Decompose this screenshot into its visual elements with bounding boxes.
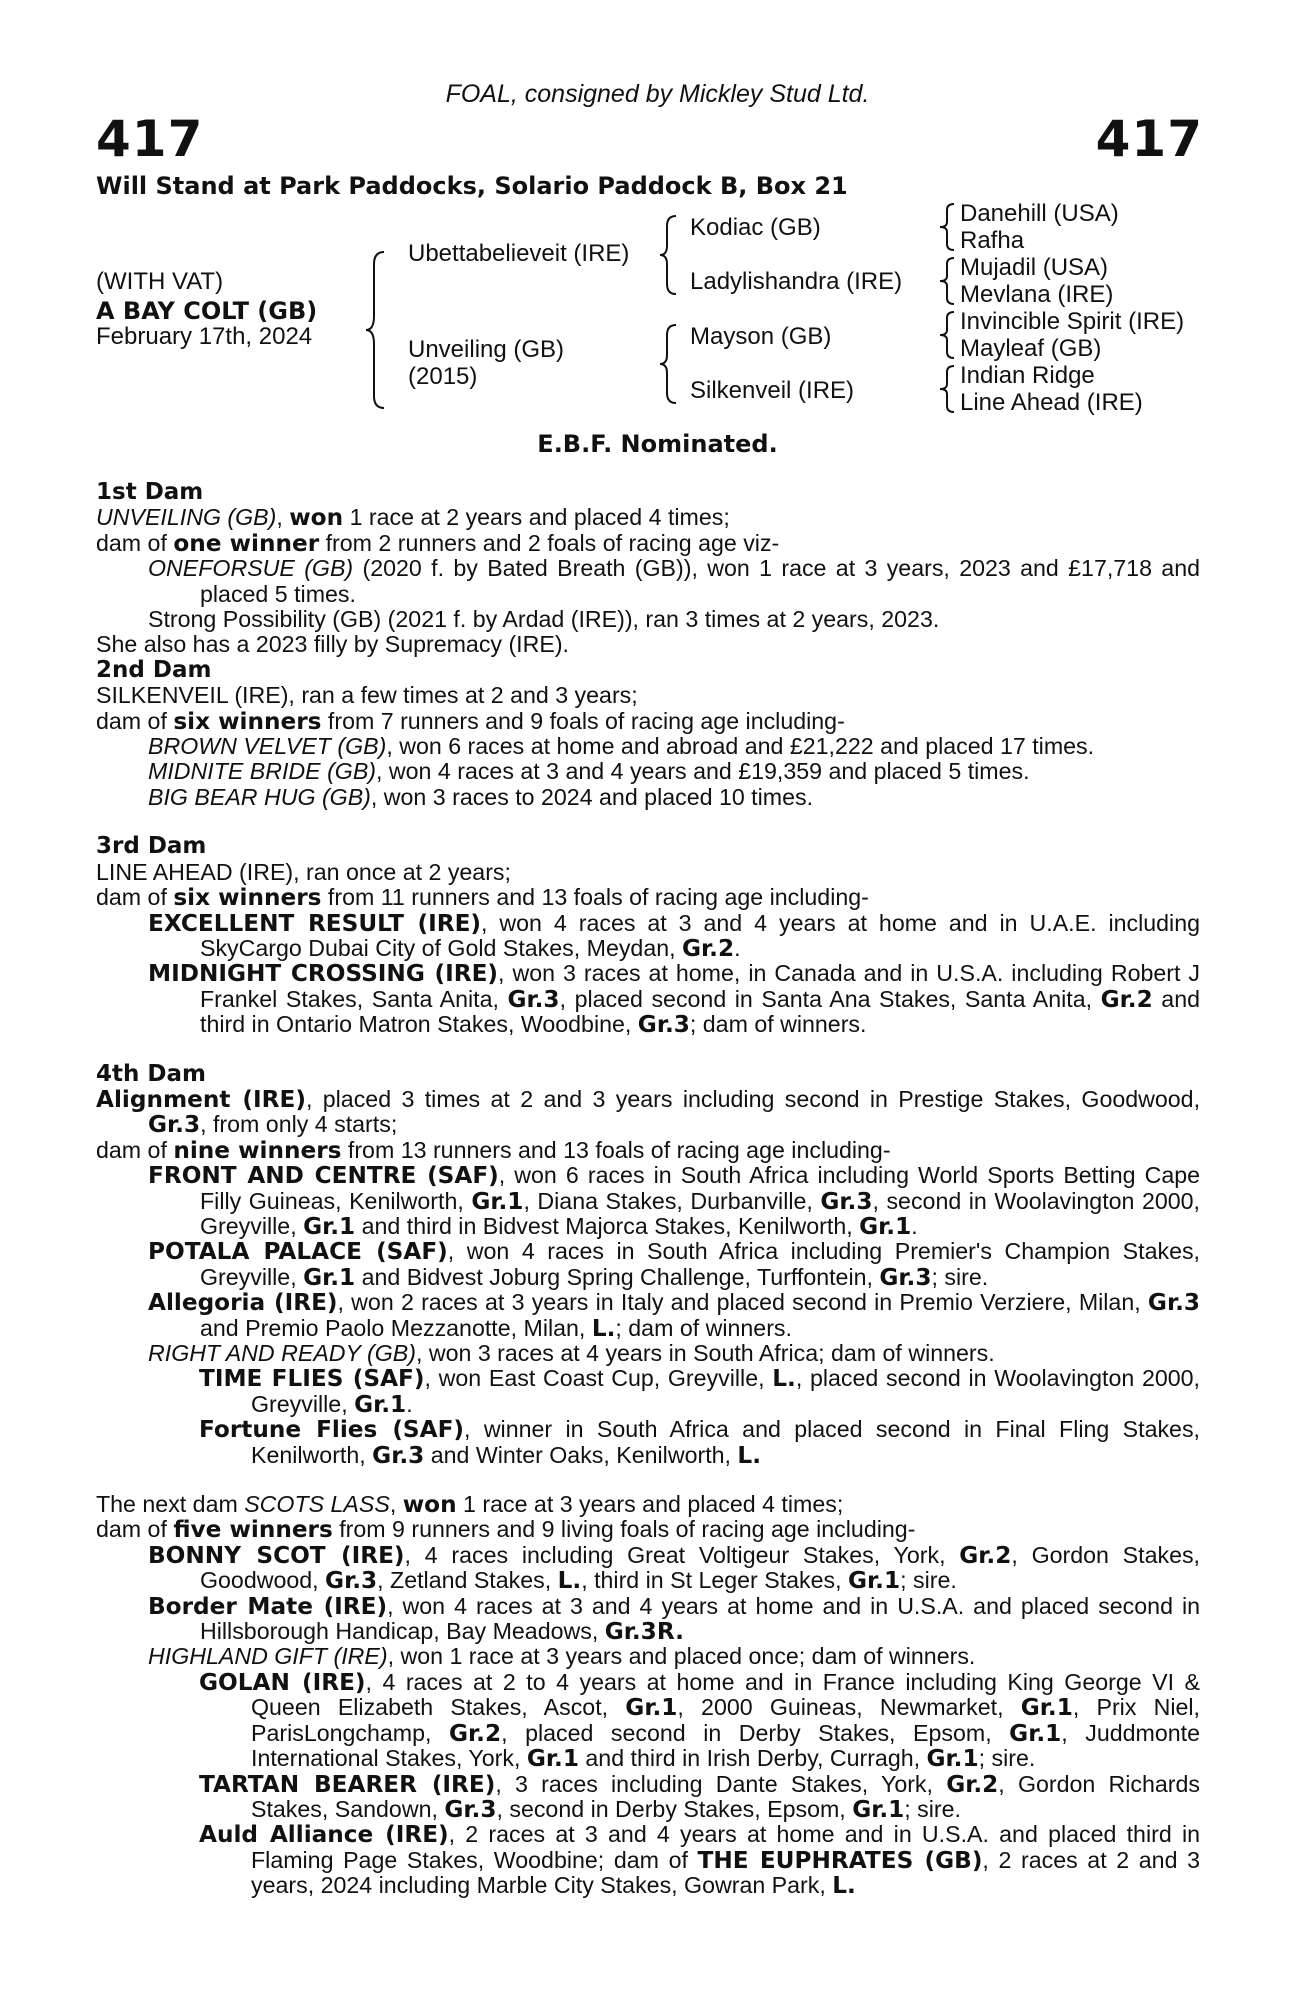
ebf-nominated: E.B.F. Nominated. [537, 430, 778, 458]
vat-note: (WITH VAT) [96, 268, 224, 295]
text-run: , Diana Stakes, Durbanville, [523, 1187, 821, 1214]
italic-run: UNVEILING (GB) [96, 504, 277, 531]
lot-number-right: 417 [1095, 110, 1203, 168]
produce-entry [96, 1239, 1200, 1290]
bold-run: Border Mate (IRE) [148, 1592, 388, 1620]
text-run: ; sire. [978, 1745, 1036, 1772]
bold-run: Gr.3 [820, 1187, 873, 1215]
next-dam-section [96, 1492, 1200, 1899]
bold-run: nine winners [173, 1136, 342, 1164]
grand-produce-entry [96, 1670, 1200, 1772]
text-run: , second in Derby Stakes, Epsom, [496, 1795, 853, 1822]
produce-entry [96, 556, 1200, 607]
text-run: , 3 races including Dante Stakes, York, [495, 1770, 947, 1797]
bold-run: Gr.1 [926, 1745, 979, 1773]
bold-run: Gr.3 [372, 1441, 425, 1469]
grand-produce-entry [96, 1417, 1200, 1468]
text-run: , won 3 races to 2024 and placed 10 times. [370, 783, 814, 810]
text-run: , 2000 Guineas, Newmarket, [677, 1694, 1021, 1721]
dam-sire: Mayson (GB) [690, 323, 832, 350]
bold-run: six winners [173, 884, 322, 912]
bold-run: L. [832, 1872, 856, 1900]
text-run: 1 race at 3 years and placed 4 times; [456, 1491, 844, 1518]
section-heading: 1st Dam [96, 479, 204, 505]
text-run: , Prix Niel, ParisLongchamp, [251, 1694, 1201, 1746]
bold-run: POTALA PALACE (SAF) [148, 1238, 448, 1266]
bold-run: won [402, 1491, 457, 1519]
text-run: from 7 runners and 9 foals of racing age including- [321, 707, 845, 734]
bold-run: Gr.2 [946, 1770, 999, 1798]
section-heading: 3rd Dam [96, 833, 207, 860]
bold-run: Gr.3 [444, 1795, 497, 1823]
bold-run: Gr.1 [859, 1212, 912, 1240]
text-run: ; sire. [931, 1263, 989, 1290]
text-run: , winner in South Africa and placed second in Final Fling Stakes, Kenilworth, [251, 1416, 1200, 1468]
dam-name: Unveiling (GB) [408, 336, 565, 363]
text-run: ; dam of winners. [615, 1314, 792, 1341]
produce-summary [96, 709, 1200, 734]
dam-line [96, 860, 1200, 885]
bold-run: Gr.2 [1100, 985, 1153, 1013]
bold-run: Gr.3 [637, 1011, 690, 1039]
produce-entry [96, 911, 1200, 962]
bold-run: Gr.3 [879, 1263, 932, 1291]
text-run: , Juddmonte International Stakes, York, [251, 1719, 1200, 1772]
produce-entry [96, 1543, 1200, 1594]
first-dam-section [96, 480, 1200, 658]
bold-run: Gr.3R. [604, 1618, 684, 1646]
bold-run: Allegoria (IRE) [148, 1289, 338, 1317]
bold-run: Gr.3 [148, 1111, 201, 1139]
text-run: , 2 races at 3 and 4 years at home and in U.S.A. and placed third in Flaming Page Stakes, Woodbine; dam of [251, 1821, 1200, 1873]
second-dam-section [96, 658, 1200, 810]
text-run: , won 2 races at 3 years in Italy and placed second in Premio Verziere, Milan, [337, 1289, 1148, 1316]
bold-run: Alignment (IRE) [96, 1085, 306, 1113]
text-run: from 13 runners and 13 foals of racing age including- [341, 1136, 891, 1163]
dam-line [96, 505, 1200, 530]
text-run: and third in Bidvest Majorca Stakes, Kenilworth, [355, 1212, 860, 1239]
text-run: ; dam of winners. [689, 1011, 867, 1038]
bold-run: Gr.1 [354, 1390, 407, 1418]
text-run: She also has a 2023 filly by Supremacy (IRE). [96, 631, 569, 658]
produce-entry [96, 759, 1200, 784]
bold-run: L. [737, 1441, 762, 1469]
sd-bracket [940, 256, 956, 306]
text-run: from 2 runners and 2 foals of racing age viz- [319, 529, 780, 556]
bold-run: six winners [173, 707, 322, 735]
text-run: , won 4 races at 3 and 4 years and £19,359 and placed 5 times. [376, 758, 1030, 785]
bold-run: Gr.1 [1009, 1719, 1062, 1747]
consignor-line: FOAL, consigned by Mickley Stud Ltd. [445, 80, 870, 108]
dam-dam: Silkenveil (IRE) [690, 377, 855, 404]
text-run: dam of [96, 1136, 174, 1163]
pedigree-notes [96, 480, 1200, 1899]
dd-dam: Line Ahead (IRE) [960, 389, 1143, 416]
dd-bracket [940, 364, 956, 414]
text-run: The next dam [96, 1491, 245, 1518]
bold-run: Gr.1 [303, 1263, 356, 1291]
text-run: , 4 races including Great Voltigeur Stakes, York, [404, 1541, 960, 1568]
text-run: and third in Ontario Matron Stakes, Woodbine, [200, 985, 1200, 1038]
bold-run: TIME FLIES (SAF) [199, 1365, 425, 1393]
bold-run: L. [557, 1567, 582, 1595]
text-run: , third in St Leger Stakes, [581, 1567, 848, 1594]
text-run: ; sire. [904, 1795, 961, 1822]
ds-sire: Invincible Spirit (IRE) [960, 308, 1185, 335]
text-run: dam of [96, 884, 174, 911]
text-run: , won 4 races at 3 and 4 years at home and in U.S.A. and placed second in Hillsborough Handicap, Bay Meadows, [200, 1592, 1200, 1645]
dam-note [96, 632, 1200, 657]
italic-run: ONEFORSUE (GB) [148, 555, 354, 582]
text-run: Strong Possibility (GB) (2021 f. by Ardad (IRE)), ran 3 times at 2 years, 2023. [148, 606, 940, 633]
bold-run: GOLAN (IRE) [199, 1668, 366, 1696]
foaling-date: February 17th, 2024 [96, 323, 313, 350]
text-run: , 4 races at 2 to 4 years at home and in France including King George VI & Queen Elizabeth Stakes, Ascot, [251, 1668, 1200, 1721]
text-run: and Premio Paolo Mezzanotte, Milan, [200, 1314, 592, 1341]
ss-dam: Rafha [960, 227, 1025, 254]
bold-run: Gr.1 [625, 1694, 678, 1722]
sd-dam: Mevlana (IRE) [960, 281, 1114, 308]
ds-dam: Mayleaf (GB) [960, 335, 1102, 362]
text-run: . [911, 1212, 918, 1239]
text-run: , won 3 races at 4 years in South Africa; dam of winners. [415, 1340, 995, 1366]
text-run: , won East Coast Cup, Greyville, [424, 1365, 773, 1392]
bold-run: Gr.1 [1020, 1694, 1073, 1722]
text-run: and Winter Oaks, Kenilworth, [424, 1441, 738, 1468]
dam-line [96, 683, 1200, 708]
lot-horse-name: A BAY COLT (GB) [96, 297, 318, 325]
text-run: (2020 f. by Bated Breath (GB)), won 1 race at 3 years, 2023 and £17,718 and placed 5 times. [200, 555, 1200, 607]
produce-summary [96, 1517, 1200, 1542]
text-run: from 11 runners and 13 foals of racing age including- [321, 884, 869, 911]
bold-run: Gr.3 [1147, 1289, 1201, 1317]
sire-name: Ubettabelieveit (IRE) [408, 240, 630, 267]
dd-sire: Indian Ridge [960, 362, 1095, 389]
text-run: . [406, 1390, 413, 1417]
produce-entry [96, 734, 1200, 759]
bold-run: BONNY SCOT (IRE) [148, 1541, 405, 1569]
text-run: , placed second in Woolavington 2000, Greyville, [251, 1365, 1201, 1417]
text-run: , won 6 races at home and abroad and £21,222 and placed 17 times. [386, 733, 1095, 760]
text-run: , from only 4 starts; [200, 1111, 398, 1138]
bold-run: L. [772, 1365, 796, 1393]
text-run: , [389, 1491, 403, 1518]
bold-run: Gr.1 [526, 1745, 579, 1773]
third-dam-section [96, 834, 1200, 1037]
text-run: 1 race at 2 years and placed 4 times; [343, 504, 730, 531]
italic-run: RIGHT AND READY (GB) [148, 1340, 416, 1366]
italic-run: SCOTS LASS [244, 1491, 390, 1518]
bold-run: Gr.3 [325, 1567, 378, 1595]
italic-run: HIGHLAND GIFT (IRE) [148, 1643, 388, 1670]
text-run: , placed second in Santa Ana Stakes, Santa Anita, [559, 985, 1101, 1012]
text-run: , Gordon Richards Stakes, Sandown, [251, 1770, 1200, 1822]
bold-run: FRONT AND CENTRE (SAF) [148, 1162, 499, 1190]
produce-summary [96, 531, 1200, 556]
produce-entry [96, 607, 1200, 632]
produce-summary [96, 1138, 1200, 1163]
produce-entry [96, 1644, 1200, 1669]
text-run: LINE AHEAD (IRE), ran once at 2 years; [96, 858, 511, 885]
bold-run: Gr.1 [471, 1187, 524, 1215]
dam-year: (2015) [408, 363, 478, 390]
dam-parents-bracket [660, 323, 678, 405]
text-run: , won 3 races at home, in Canada and in U.S.A. including Robert J Frankel Stakes, Santa Anita, [200, 960, 1201, 1012]
text-run: dam of [96, 707, 174, 734]
ds-bracket [940, 310, 956, 360]
grand-produce-entry [96, 1822, 1200, 1898]
sd-sire: Mujadil (USA) [960, 254, 1109, 281]
produce-entry [96, 1290, 1200, 1341]
text-run: , won 4 races at 3 and 4 years at home and in U.A.E. including SkyCargo Dubai City of Gold Stakes, Meydan, [200, 909, 1200, 961]
sire-parents-bracket [660, 214, 678, 296]
dam-line [96, 1492, 1200, 1517]
text-run: , [276, 504, 290, 531]
text-run: , won 1 race at 3 years and placed once; dam of winners. [387, 1643, 976, 1670]
grand-produce-entry [96, 1772, 1200, 1823]
text-run: , second in Woolavington 2000, Greyville, [200, 1187, 1200, 1239]
text-run: SILKENVEIL (IRE), ran a few times at 2 and 3 years; [96, 682, 638, 709]
produce-entry [96, 1594, 1200, 1645]
text-run: , Gordon Stakes, Goodwood, [200, 1541, 1200, 1594]
fourth-dam-section [96, 1062, 1200, 1469]
bold-run: Gr.2 [682, 934, 735, 962]
bold-run: EXCELLENT RESULT (IRE) [148, 909, 482, 937]
text-run: from 9 runners and 9 living foals of racing age including- [332, 1516, 916, 1543]
text-run: and third in Irish Derby, Curragh, [578, 1745, 927, 1772]
section-heading: 2nd Dam [96, 656, 212, 683]
produce-entry [96, 785, 1200, 810]
produce-entry [96, 961, 1200, 1037]
bold-run: Gr.2 [959, 1541, 1012, 1569]
bold-run: THE EUPHRATES (GB) [697, 1846, 983, 1874]
bold-run: TARTAN BEARER (IRE) [199, 1770, 496, 1798]
produce-entry [96, 1341, 1200, 1366]
section-heading: 4th Dam [96, 1060, 206, 1087]
bold-run: one winner [173, 529, 320, 557]
dam-line [96, 1087, 1200, 1138]
produce-entry [96, 1163, 1200, 1239]
text-run: , won 6 races in South Africa including World Sports Betting Cape Filly Guineas, Kenilworth, [200, 1162, 1201, 1214]
ss-sire: Danehill (USA) [960, 200, 1119, 227]
grand-produce-entry [96, 1366, 1200, 1417]
bold-run: won [289, 504, 344, 532]
text-run: ; sire. [900, 1567, 957, 1594]
bold-run: Gr.2 [448, 1719, 502, 1747]
bold-run: five winners [173, 1516, 333, 1544]
bold-run: Fortune Flies (SAF) [199, 1416, 465, 1444]
bold-run: Gr.1 [848, 1567, 901, 1595]
bold-run: Gr.1 [852, 1795, 905, 1823]
text-run: , won 4 races in South Africa including Premier's Champion Stakes, Greyville, [200, 1238, 1200, 1290]
bold-run: Auld Alliance (IRE) [199, 1821, 449, 1849]
produce-summary [96, 885, 1200, 910]
bold-run: Gr.1 [303, 1212, 356, 1240]
sire-dam-bracket [366, 250, 386, 410]
bold-run: Gr.3 [507, 985, 560, 1013]
text-run: dam of [96, 529, 174, 556]
sire-sire: Kodiac (GB) [690, 214, 821, 241]
sire-dam: Ladylishandra (IRE) [690, 268, 903, 295]
lot-number-left: 417 [96, 110, 204, 168]
bold-run: L. [591, 1314, 616, 1342]
italic-run: MIDNITE BRIDE (GB) [148, 758, 377, 785]
text-run: , placed second in Derby Stakes, Epsom, [501, 1719, 1010, 1746]
ss-bracket [940, 202, 956, 252]
text-run: dam of [96, 1516, 174, 1543]
text-run: , 2 races at 2 and 3 years, 2024 including Marble City Stakes, Gowran Park, [251, 1846, 1200, 1899]
bold-run: MIDNIGHT CROSSING (IRE) [148, 960, 499, 988]
italic-run: BROWN VELVET (GB) [148, 733, 387, 760]
text-run: . [734, 934, 741, 961]
text-run: , Zetland Stakes, [377, 1567, 558, 1594]
text-run: , placed 3 times at 2 and 3 years including second in Prestige Stakes, Goodwood, [305, 1085, 1201, 1112]
stand-location: Will Stand at Park Paddocks, Solario Paddock B, Box 21 [96, 172, 848, 200]
text-run: and Bidvest Joburg Spring Challenge, Turffontein, [355, 1263, 880, 1290]
italic-run: BIG BEAR HUG (GB) [148, 783, 371, 810]
